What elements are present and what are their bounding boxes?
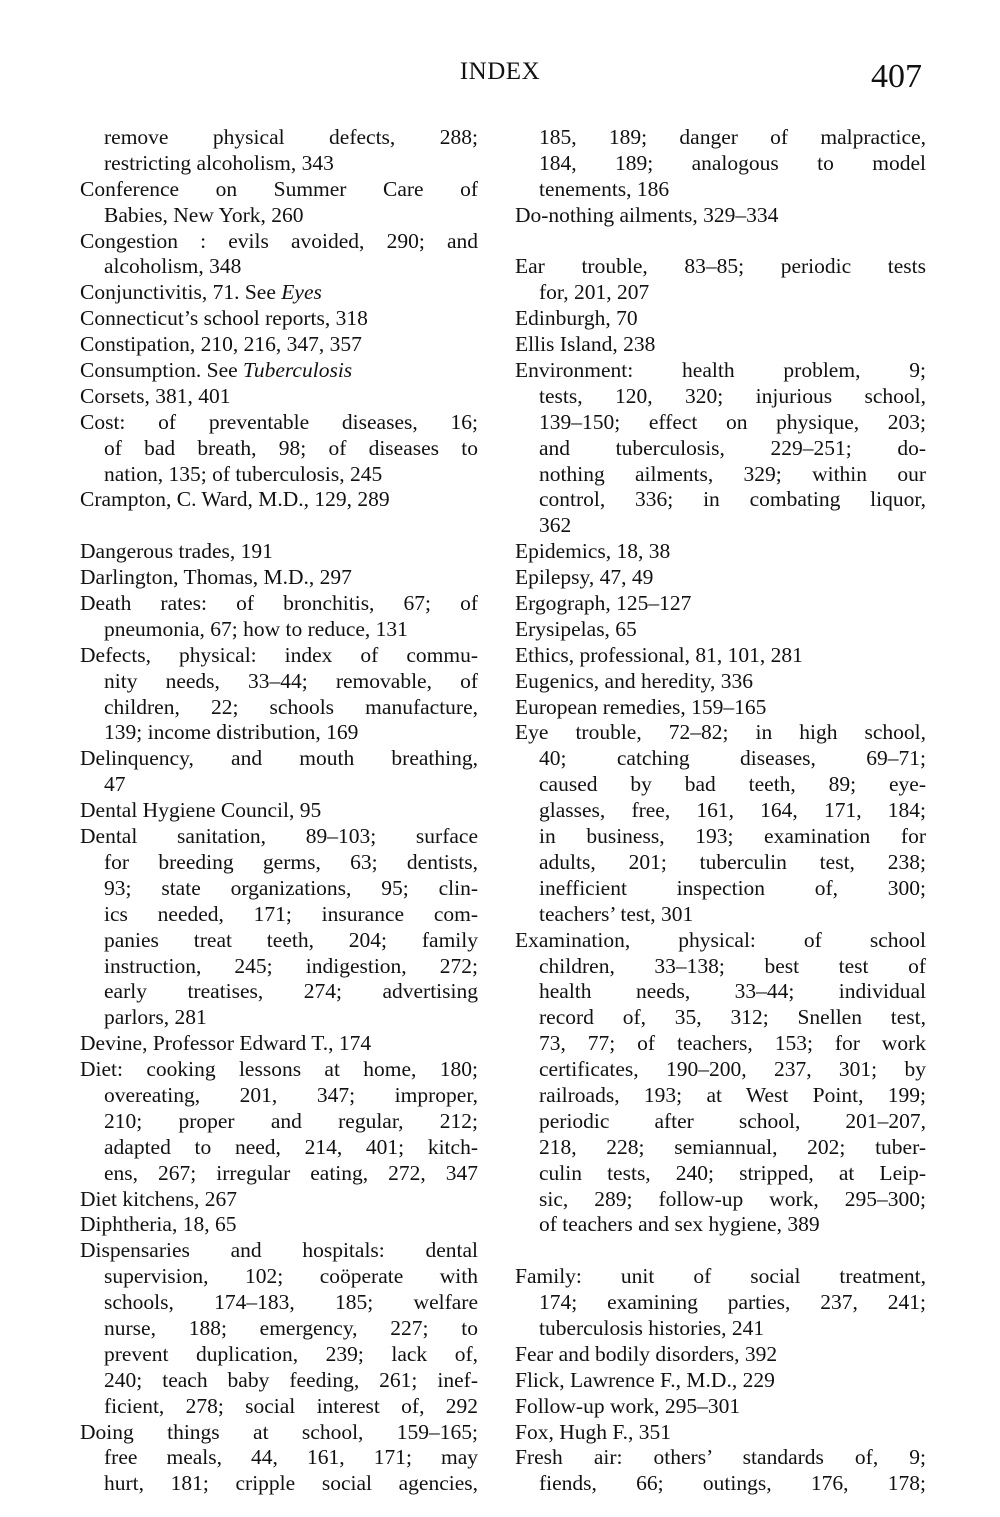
entry-text: record of, 35, 312; Snellen test, [539, 1005, 926, 1030]
index-entry-line [80, 591, 478, 617]
entry-text: Ear trouble, 83–85; periodic tests [515, 254, 926, 279]
entry-text: supervision, 102; coöperate with [104, 1264, 478, 1289]
index-entry-line [515, 332, 926, 358]
entry-text: 218, 228; semiannual, 202; tuber- [539, 1134, 926, 1159]
index-entry-continuation [80, 617, 478, 643]
index-entry-continuation [515, 979, 926, 1005]
index-entry-continuation [515, 436, 926, 462]
entry-text: 184, 189; analogous to model [539, 150, 926, 175]
entry-text: periodic after school, 201–207, [539, 1108, 926, 1133]
index-entry-line [80, 565, 478, 591]
entry-text: for, 201, 207 [539, 280, 650, 305]
entry-text: 93; state organizations, 95; clin- [104, 875, 478, 900]
entry-text: Conference on Summer Care of [80, 176, 478, 201]
index-entry-continuation [515, 410, 926, 436]
entry-text: free meals, 44, 161, 171; may [104, 1445, 478, 1470]
entry-text: caused by bad teeth, 89; eye- [539, 772, 926, 797]
entry-text: Devine, Professor Edward T., 174 [80, 1031, 372, 1056]
entry-text: Diet kitchens, 267 [80, 1186, 238, 1211]
index-entry-continuation [515, 1109, 926, 1135]
index-entry-line [515, 1420, 926, 1446]
index-entry-continuation [80, 902, 478, 928]
entry-text: Ellis Island, 238 [515, 332, 656, 357]
index-entry-continuation [80, 695, 478, 721]
index-entry-line [80, 384, 478, 410]
index-entry-line [515, 203, 926, 229]
index-entry-line [80, 643, 478, 669]
header-title: INDEX [459, 58, 541, 85]
index-entry-continuation [515, 798, 926, 824]
index-entry-continuation [80, 1342, 478, 1368]
index-entry-continuation [515, 1471, 926, 1497]
entry-text: Babies, New York, 260 [104, 202, 304, 227]
index-entry-continuation [515, 487, 926, 513]
index-entry-continuation [515, 1031, 926, 1057]
index-entry-line [80, 410, 478, 436]
entry-text: nurse, 188; emergency, 227; to [104, 1315, 478, 1340]
entry-text: 139–150; effect on physique, 203; [539, 409, 926, 434]
index-entry-continuation [515, 954, 926, 980]
section-gap [515, 1238, 926, 1264]
index-entry-continuation [80, 1471, 478, 1497]
entry-text: schools, 174–183, 185; welfare [104, 1290, 478, 1315]
entry-text: Environment: health problem, 9; [515, 358, 926, 383]
index-entry-continuation [80, 1368, 478, 1394]
entry-text: ics needed, 171; insurance com- [104, 901, 478, 926]
entry-text: remove physical defects, 288; [104, 125, 478, 149]
entry-text: children, 33–138; best test of [539, 953, 926, 978]
entry-text: Examination, physical: of school [515, 927, 926, 952]
entry-text: Epilepsy, 47, 49 [515, 565, 654, 590]
index-entry-line [80, 539, 478, 565]
entry-text: tests, 120, 320; injurious school, [539, 383, 926, 408]
entry-text: Dental sanitation, 89–103; surface [80, 824, 478, 849]
entry-text: 47 [104, 772, 126, 797]
entry-text: 174; examining parties, 237, 241; [539, 1290, 926, 1315]
entry-text: Congestion : evils avoided, 290; and [80, 228, 478, 253]
index-entry-continuation [515, 151, 926, 177]
entry-text: Death rates: of bronchitis, 67; of [80, 591, 478, 616]
entry-text: of teachers and sex hygiene, 389 [539, 1212, 820, 1237]
index-entry-line [515, 1264, 926, 1290]
index-entry-continuation [80, 1264, 478, 1290]
entry-text: prevent duplication, 239; lack of, [104, 1341, 478, 1366]
entry-text: Fresh air: others’ standards of, 9; [515, 1445, 926, 1470]
index-entry-line [515, 1368, 926, 1394]
index-entry-continuation [515, 1057, 926, 1083]
index-entry-continuation [515, 772, 926, 798]
entry-text: Conjunctivitis, 71. See [80, 280, 282, 305]
index-entry-continuation [80, 254, 478, 280]
entry-text: sic, 289; follow-up work, 295–300; [539, 1186, 926, 1211]
index-entry-continuation [80, 1445, 478, 1471]
index-entry-line [80, 1057, 478, 1083]
entry-text: nity needs, 33–44; removable, of [104, 668, 478, 693]
index-entry-continuation [515, 1161, 926, 1187]
entry-text: glasses, free, 161, 164, 171, 184; [539, 798, 926, 823]
index-entry-continuation [80, 928, 478, 954]
entry-text: restricting alcoholism, 343 [104, 150, 334, 175]
entry-text: 210; proper and regular, 212; [104, 1108, 478, 1133]
index-entry-line [515, 358, 926, 384]
entry-text: for breeding germs, 63; dentists, [104, 849, 478, 874]
entry-text: control, 336; in combating liquor, [539, 487, 926, 512]
entry-text: fiends, 66; outings, 176, 178; [539, 1471, 926, 1496]
index-entry-continuation [80, 1083, 478, 1109]
index-entry-continuation [515, 876, 926, 902]
entry-text: inefficient inspection of, 300; [539, 875, 926, 900]
entry-text: Fox, Hugh F., 351 [515, 1419, 671, 1444]
entry-text: instruction, 245; indigestion, 272; [104, 953, 478, 978]
index-entry-continuation [515, 1316, 926, 1342]
entry-text: Follow-up work, 295–301 [515, 1393, 741, 1418]
index-entry-continuation [80, 876, 478, 902]
index-entry-continuation [80, 1290, 478, 1316]
index-entry-line [80, 798, 478, 824]
entry-text: overeating, 201, 347; improper, [104, 1082, 478, 1107]
entry-text: Corsets, 381, 401 [80, 383, 231, 408]
entry-text: Dangerous trades, 191 [80, 539, 273, 564]
entry-text: parlors, 281 [104, 1005, 207, 1030]
index-entry-continuation [80, 772, 478, 798]
entry-text: Family: unit of social treatment, [515, 1264, 926, 1289]
entry-text: Diet: cooking lessons at home, 180; [80, 1057, 478, 1082]
index-entry-continuation [515, 1290, 926, 1316]
index-entry-continuation [80, 1394, 478, 1420]
entry-text: European remedies, 159–165 [515, 694, 767, 719]
index-entry-continuation [80, 1135, 478, 1161]
index-entry-continuation [515, 280, 926, 306]
entry-text: Defects, physical: index of commu- [80, 642, 478, 667]
entry-text: alcoholism, 348 [104, 254, 242, 279]
index-entry-line [515, 1342, 926, 1368]
index-entry-continuation [80, 1005, 478, 1031]
index-entry-continuation [80, 1161, 478, 1187]
entry-text: adults, 201; tuberculin test, 238; [539, 849, 926, 874]
entry-text: Cost: of preventable diseases, 16; [80, 409, 478, 434]
entry-text: Delinquency, and mouth breathing, [80, 746, 478, 771]
index-entry-line [515, 1394, 926, 1420]
index-entry-continuation [80, 436, 478, 462]
entry-text: Connecticut’s school reports, 318 [80, 306, 368, 331]
entry-text: 362 [539, 513, 572, 538]
entry-text: Eugenics, and heredity, 336 [515, 668, 754, 693]
index-entry-continuation [80, 979, 478, 1005]
entry-text: children, 22; schools manufacture, [104, 694, 478, 719]
entry-text: Erysipelas, 65 [515, 616, 637, 641]
see-reference: Eyes [281, 280, 322, 305]
entry-text: 139; income distribution, 169 [104, 720, 359, 745]
entry-text: ens, 267; irregular eating, 272, 347 [104, 1160, 478, 1185]
index-entry-line [515, 695, 926, 721]
index-entry-continuation [515, 513, 926, 539]
index-entry-continuation [80, 203, 478, 229]
index-entry-line [515, 1445, 926, 1471]
index-entry-line [515, 254, 926, 280]
entry-text: tuberculosis histories, 241 [539, 1315, 765, 1340]
index-entry-continuation [515, 746, 926, 772]
index-entry-continuation [515, 125, 926, 151]
index-entry-line [80, 229, 478, 255]
index-entry-line [80, 746, 478, 772]
index-entry-continuation [80, 1316, 478, 1342]
entry-text: Epidemics, 18, 38 [515, 539, 671, 564]
entry-text: railroads, 193; at West Point, 199; [539, 1082, 926, 1107]
entry-text: Ergograph, 125–127 [515, 591, 692, 616]
section-gap [515, 229, 926, 255]
entry-text: 73, 77; of teachers, 153; for work [539, 1031, 926, 1056]
index-entry-line [80, 358, 478, 384]
entry-text: 240; teach baby feeding, 261; inef- [104, 1367, 478, 1392]
index-entry-line [515, 720, 926, 746]
index-entry-line [515, 617, 926, 643]
index-entry-continuation [515, 177, 926, 203]
index-entry-continuation [80, 850, 478, 876]
index-entry-continuation [515, 462, 926, 488]
index-entry-continuation [80, 1109, 478, 1135]
index-entry-continuation [80, 151, 478, 177]
index-entry-continuation [80, 462, 478, 488]
entry-text: health needs, 33–44; individual [539, 979, 926, 1004]
index-entry-continuation [80, 669, 478, 695]
index-entry-continuation [80, 720, 478, 746]
index-entry-line [515, 539, 926, 565]
entry-text: panies treat teeth, 204; family [104, 927, 478, 952]
entry-text: in business, 193; examination for [539, 824, 926, 849]
entry-text: Crampton, C. Ward, M.D., 129, 289 [80, 487, 390, 512]
index-entry-line [80, 824, 478, 850]
entry-text: 40; catching diseases, 69–71; [539, 746, 926, 771]
index-entry-continuation [515, 824, 926, 850]
index-entry-continuation [515, 1135, 926, 1161]
index-column-right [515, 125, 926, 1497]
entry-text: ficient, 278; social interest of, 292 [104, 1393, 478, 1418]
entry-text: and tuberculosis, 229–251; do- [539, 435, 926, 460]
entry-text: Flick, Lawrence F., M.D., 229 [515, 1367, 775, 1392]
index-entry-line [80, 177, 478, 203]
see-reference: Tuberculosis [243, 358, 353, 383]
index-entry-continuation [515, 850, 926, 876]
entry-text: Eye trouble, 72–82; in high school, [515, 720, 926, 745]
entry-text: Diphtheria, 18, 65 [80, 1212, 237, 1237]
entry-text: Doing things at school, 159–165; [80, 1419, 478, 1444]
index-entry-line [515, 928, 926, 954]
index-entry-line [80, 280, 478, 306]
entry-text: nation, 135; of tuberculosis, 245 [104, 461, 383, 486]
entry-text: nothing ailments, 329; within our [539, 461, 926, 486]
index-entry-line [515, 565, 926, 591]
entry-text: Dental Hygiene Council, 95 [80, 798, 322, 823]
index-entry-continuation [80, 125, 478, 151]
entry-text: culin tests, 240; stripped, at Leip- [539, 1160, 926, 1185]
entry-text: certificates, 190–200, 237, 301; by [539, 1057, 926, 1082]
index-entry-line [80, 332, 478, 358]
entry-text: 185, 189; danger of malpractice, [539, 125, 926, 149]
index-entry-line [80, 1420, 478, 1446]
entry-text: Consumption. See [80, 358, 244, 383]
entry-text: teachers’ test, 301 [539, 901, 694, 926]
entry-text: adapted to need, 214, 401; kitch- [104, 1134, 478, 1159]
entry-text: hurt, 181; cripple social agencies, [104, 1471, 478, 1496]
entry-text: Constipation, 210, 216, 347, 357 [80, 332, 362, 357]
entry-text: of bad breath, 98; of diseases to [104, 435, 478, 460]
index-entry-line [80, 1212, 478, 1238]
entry-text: Edinburgh, 70 [515, 306, 638, 331]
section-gap [80, 513, 478, 539]
index-entry-line [515, 669, 926, 695]
index-entry-line [515, 591, 926, 617]
index-entry-continuation [515, 1005, 926, 1031]
index-entry-line [515, 306, 926, 332]
index-entry-continuation [515, 384, 926, 410]
index-entry-line [80, 487, 478, 513]
entry-text: Ethics, professional, 81, 101, 281 [515, 642, 803, 667]
index-column-left [80, 125, 478, 1497]
entry-text: Darlington, Thomas, M.D., 297 [80, 565, 352, 590]
entry-text: pneumonia, 67; how to reduce, 131 [104, 616, 408, 641]
entry-text: Do-nothing ailments, 329–334 [515, 202, 779, 227]
entry-text: early treatises, 274; advertising [104, 979, 478, 1004]
index-entry-line [80, 1031, 478, 1057]
index-entry-continuation [515, 902, 926, 928]
index-entry-continuation [515, 1212, 926, 1238]
index-entry-line [515, 643, 926, 669]
entry-text: Fear and bodily disorders, 392 [515, 1341, 778, 1366]
index-entry-line [80, 306, 478, 332]
entry-text: tenements, 186 [539, 176, 670, 201]
index-entry-line [80, 1187, 478, 1213]
entry-text: Dispensaries and hospitals: dental [80, 1238, 478, 1263]
index-entry-line [80, 1238, 478, 1264]
index-entry-continuation [80, 954, 478, 980]
index-entry-continuation [515, 1083, 926, 1109]
index-entry-continuation [515, 1187, 926, 1213]
page-number: 407 [871, 58, 922, 95]
